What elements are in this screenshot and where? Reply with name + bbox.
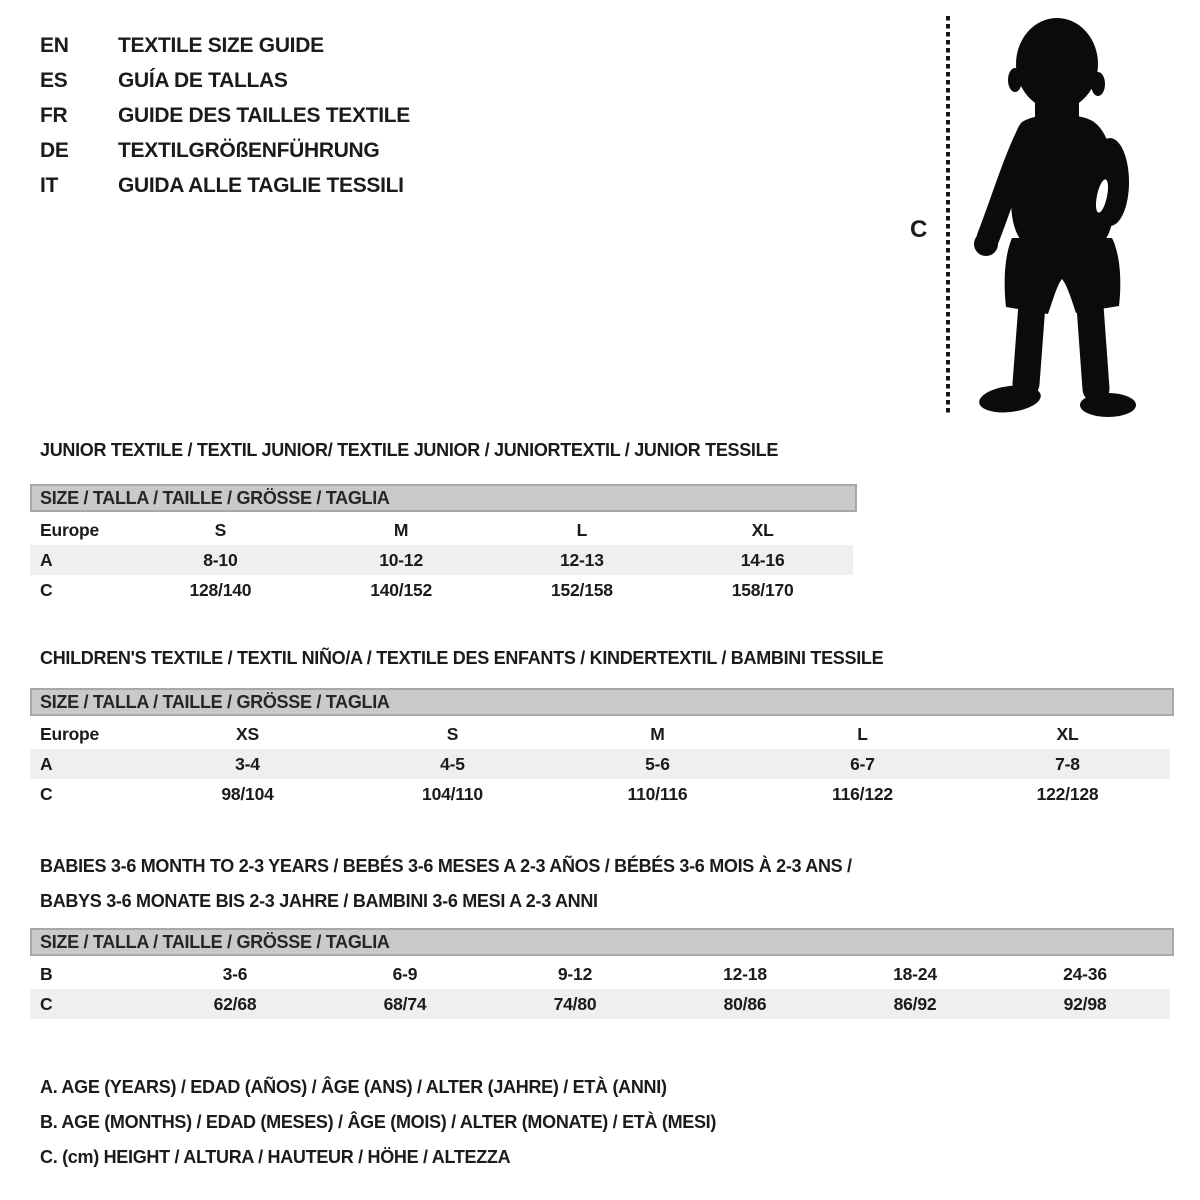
cell: L — [576, 519, 588, 540]
cell: L — [857, 723, 868, 744]
cell: 5-6 — [555, 749, 760, 779]
cell: 68/74 — [320, 989, 490, 1019]
babies-section-title — [40, 849, 852, 919]
cell: 24-36 — [1063, 963, 1107, 984]
children-row-europe — [30, 719, 1170, 749]
lang-code: FR — [40, 103, 68, 127]
row-label: Europe — [40, 519, 100, 540]
cell: 9-12 — [557, 963, 593, 984]
cell: 74/80 — [490, 989, 660, 1019]
babies-size-table — [30, 959, 1170, 1019]
lang-row-fr — [40, 98, 410, 133]
babies-row-height — [30, 989, 1170, 1019]
cell: XL — [1056, 723, 1079, 744]
cell: 92/98 — [1000, 989, 1170, 1019]
junior-row-height — [30, 575, 853, 605]
legend — [40, 1070, 716, 1175]
cell: XL — [751, 519, 774, 540]
cell: S — [446, 723, 459, 744]
cell: 12-13 — [492, 545, 673, 575]
row-label: C — [40, 783, 53, 804]
toddler-silhouette-image — [962, 10, 1142, 420]
junior-row-age — [30, 545, 853, 575]
cell: 122/128 — [1036, 783, 1099, 804]
height-measure-dashed-line — [946, 16, 950, 416]
children-size-header-bar: SIZE / TALLA / TAILLE / GRÖSSE / TAGLIA — [30, 688, 1174, 716]
children-section-title: CHILDREN'S TEXTILE / TEXTIL NIÑO/A / TEXTILE DES ENFANTS / KINDERTEXTIL / BAMBINI TESSILE — [40, 648, 884, 668]
cell: S — [214, 519, 227, 540]
cell: 10-12 — [311, 545, 492, 575]
ear-left — [1008, 68, 1022, 92]
cell: 128/140 — [189, 579, 252, 600]
cell: 7-8 — [965, 749, 1170, 779]
row-label: A — [30, 545, 130, 575]
cell: 104/110 — [422, 783, 483, 804]
cell: M — [650, 723, 665, 744]
cell: 6-7 — [760, 749, 965, 779]
legend-line-a: A. AGE (YEARS) / EDAD (AÑOS) / ÂGE (ANS) / ALTER (JAHRE) / ETÀ (ANNI) — [40, 1077, 667, 1097]
cell: 62/68 — [150, 989, 320, 1019]
lang-row-de — [40, 133, 410, 168]
cell: 152/158 — [550, 579, 613, 600]
cell: XS — [236, 723, 259, 744]
junior-size-header-bar: SIZE / TALLA / TAILLE / GRÖSSE / TAGLIA — [30, 484, 857, 512]
junior-row-europe — [30, 515, 853, 545]
cell: 3-6 — [222, 963, 248, 984]
children-size-table — [30, 719, 1170, 809]
lang-code: EN — [40, 33, 69, 57]
lang-title: GUÍA DE TALLAS — [118, 68, 288, 92]
cell: 86/92 — [830, 989, 1000, 1019]
babies-title-line2: BABYS 3-6 MONATE BIS 2-3 JAHRE / BAMBINI 3-6 MESI A 2-3 ANNI — [40, 891, 598, 911]
lang-code: DE — [40, 138, 69, 162]
cell: 98/104 — [221, 783, 274, 804]
lang-title: GUIDA ALLE TAGLIE TESSILI — [118, 173, 404, 197]
cell: 6-9 — [392, 963, 418, 984]
height-measure-label: C — [910, 216, 928, 243]
babies-title-line1: BABIES 3-6 MONTH TO 2-3 YEARS / BEBÉS 3-6 MESES A 2-3 AÑOS / BÉBÉS 3-6 MOIS À 2-3 ANS / — [40, 856, 852, 876]
lang-title: TEXTILGRÖßENFÜHRUNG — [118, 138, 380, 162]
lang-title: GUIDE DES TAILLES TEXTILE — [118, 103, 410, 127]
cell: 12-18 — [723, 963, 767, 984]
row-label: C — [30, 989, 150, 1019]
row-label: Europe — [40, 723, 100, 744]
lang-row-en — [40, 28, 410, 63]
language-header — [40, 28, 410, 203]
cell: 80/86 — [660, 989, 830, 1019]
lang-code: IT — [40, 173, 59, 197]
cell: 14-16 — [672, 545, 853, 575]
cell: M — [393, 519, 409, 540]
row-label: A — [30, 749, 145, 779]
lang-code: ES — [40, 68, 68, 92]
cell: 3-4 — [145, 749, 350, 779]
children-row-height — [30, 779, 1170, 809]
legend-line-c: C. (cm) HEIGHT / ALTURA / HAUTEUR / HÖHE / ALTEZZA — [40, 1147, 511, 1167]
cell: 116/122 — [832, 783, 893, 804]
row-label: B — [40, 963, 53, 984]
legend-line-b: B. AGE (MONTHS) / EDAD (MESES) / ÂGE (MOIS) / ALTER (MONATE) / ETÀ (MESI) — [40, 1112, 717, 1132]
junior-size-table — [30, 515, 853, 605]
ear-right — [1091, 72, 1105, 96]
cell: 110/116 — [627, 783, 688, 804]
junior-section-title: JUNIOR TEXTILE / TEXTIL JUNIOR/ TEXTILE JUNIOR / JUNIORTEXTIL / JUNIOR TESSILE — [40, 440, 779, 460]
lang-row-it — [40, 168, 410, 203]
babies-row-months — [30, 959, 1170, 989]
children-row-age — [30, 749, 1170, 779]
cell: 158/170 — [731, 579, 794, 600]
row-label: C — [40, 579, 53, 600]
cell: 140/152 — [370, 579, 433, 600]
babies-size-header-bar: SIZE / TALLA / TAILLE / GRÖSSE / TAGLIA — [30, 928, 1174, 956]
lang-row-es — [40, 63, 410, 98]
cell: 4-5 — [350, 749, 555, 779]
cell: 8-10 — [130, 545, 311, 575]
lang-title: TEXTILE SIZE GUIDE — [118, 33, 324, 57]
cell: 18-24 — [893, 963, 937, 984]
